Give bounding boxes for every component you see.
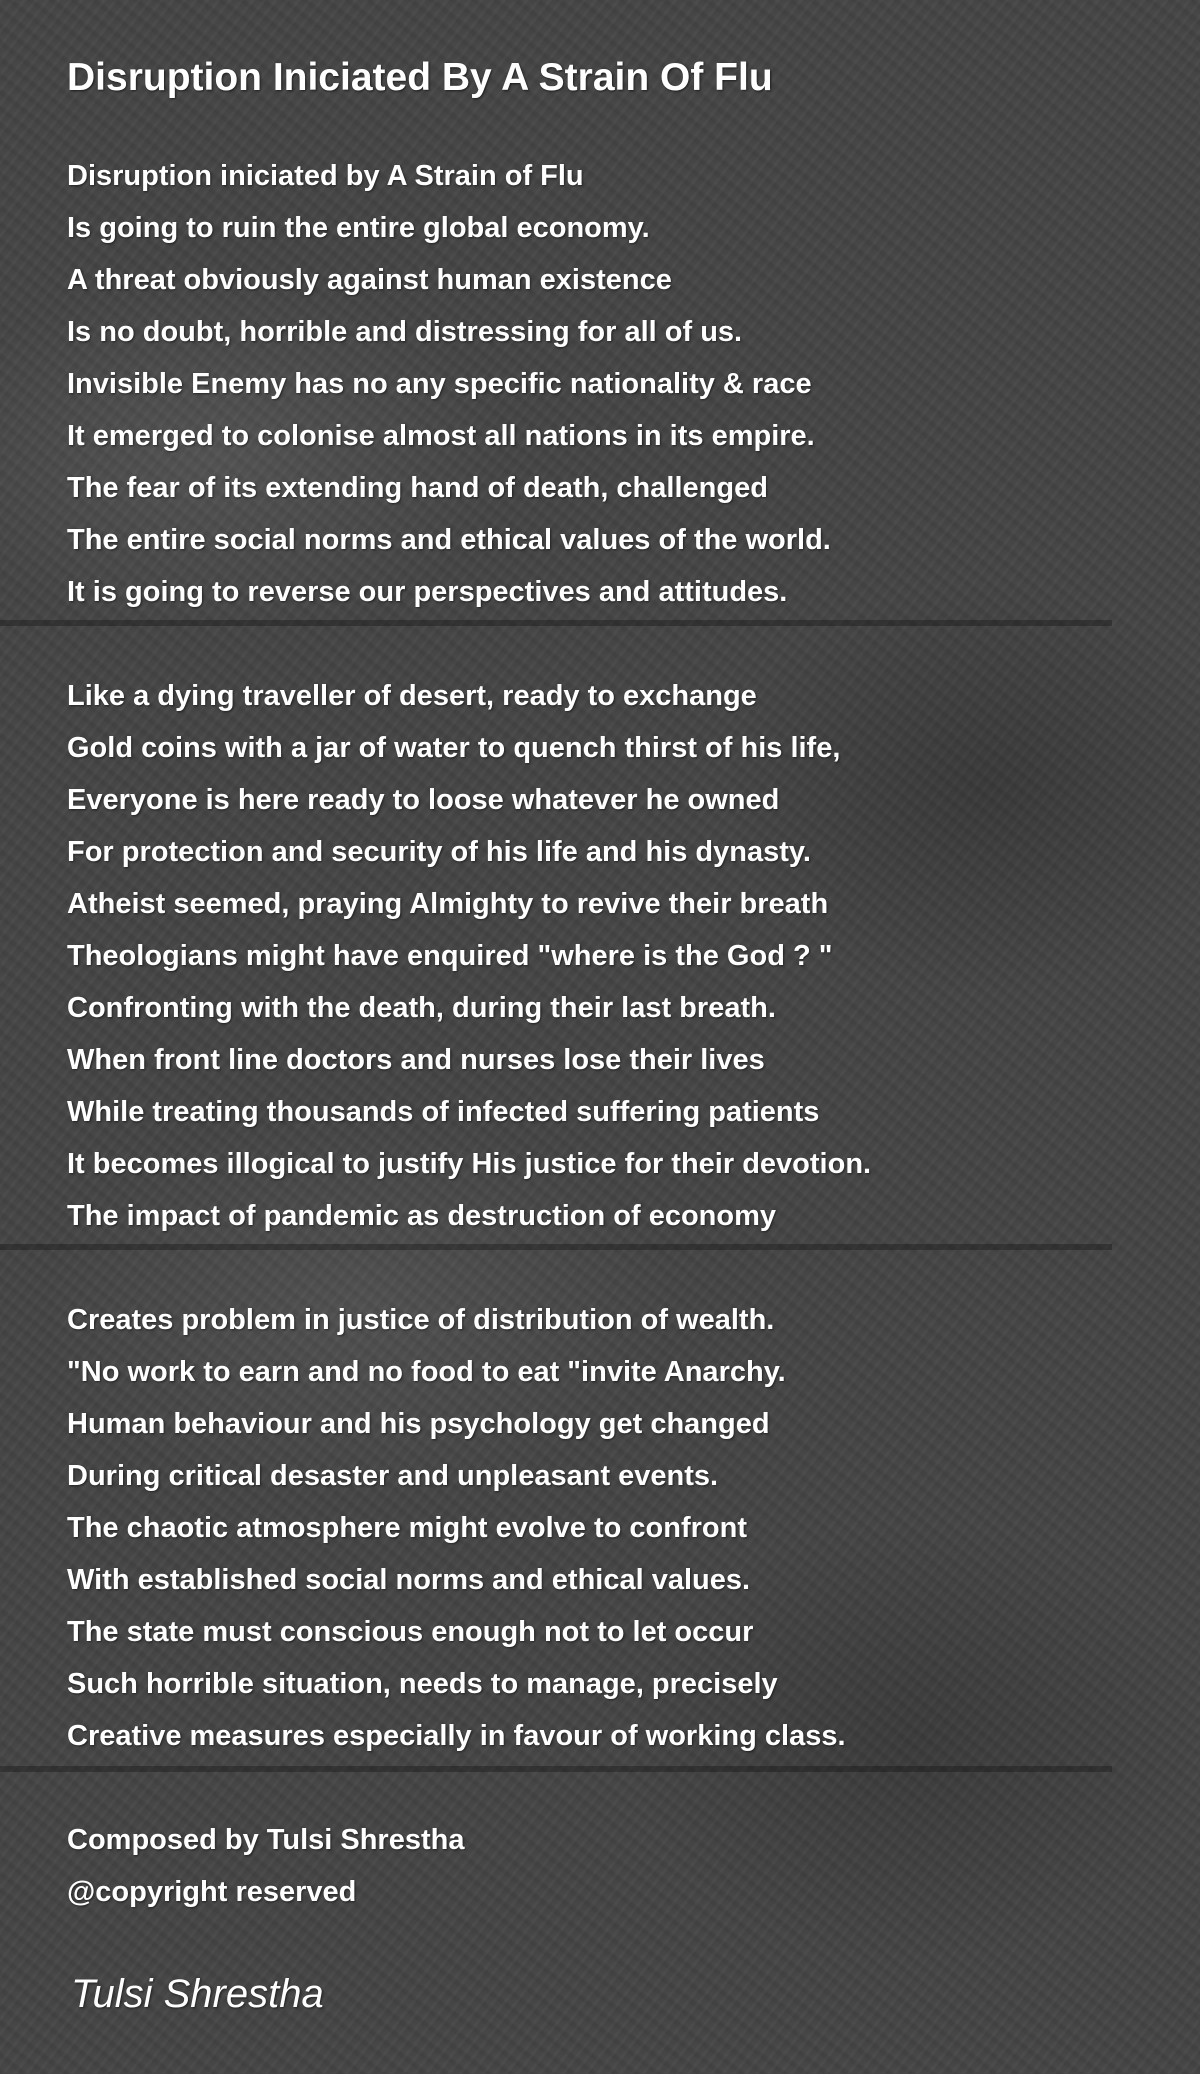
author-signature: Tulsi Shrestha [71, 1972, 324, 2016]
poem-line: Invisible Enemy has no any specific nationality & race [67, 368, 812, 400]
composed-by-line: Composed by Tulsi Shrestha [67, 1824, 465, 1856]
poem-line: The fear of its extending hand of death, challenged [67, 472, 768, 504]
poem-line: Creates problem in justice of distribution of wealth. [67, 1304, 775, 1336]
poem-line: Everyone is here ready to loose whatever he owned [67, 784, 780, 816]
poem-line: With established social norms and ethical values. [67, 1564, 751, 1596]
poem-line: Creative measures especially in favour of working class. [67, 1720, 846, 1752]
poem-line: A threat obviously against human existence [67, 264, 672, 296]
stanza-2 [67, 670, 1147, 1242]
stanza-1 [67, 150, 1147, 618]
poem-line: Atheist seemed, praying Almighty to revive their breath [67, 888, 829, 920]
poem-container [67, 50, 1147, 1918]
copyright-line: @copyright reserved [67, 1876, 357, 1908]
poem-line: For protection and security of his life and his dynasty. [67, 836, 811, 868]
poem-line: The entire social norms and ethical values of the world. [67, 524, 831, 556]
poem-line: During critical desaster and unpleasant events. [67, 1460, 719, 1492]
poem-line: Is no doubt, horrible and distressing for all of us. [67, 316, 743, 348]
stanza-3 [67, 1294, 1147, 1762]
poem-line: The state must conscious enough not to let occur [67, 1616, 754, 1648]
poem-line: It becomes illogical to justify His justice for their devotion. [67, 1148, 872, 1180]
poem-line: Confronting with the death, during their last breath. [67, 992, 776, 1024]
poem-title: Disruption Iniciated By A Strain Of Flu [67, 56, 773, 99]
poem-line: Such horrible situation, needs to manage, precisely [67, 1668, 778, 1700]
poem-line: While treating thousands of infected suffering patients [67, 1096, 820, 1128]
poem-line: Human behaviour and his psychology get changed [67, 1408, 770, 1440]
poem-line: Like a dying traveller of desert, ready to exchange [67, 680, 757, 712]
poem-line: It is going to reverse our perspectives and attitudes. [67, 576, 788, 608]
poem-line: Gold coins with a jar of water to quench thirst of his life, [67, 732, 841, 764]
poem-line: The chaotic atmosphere might evolve to confront [67, 1512, 747, 1544]
poem-line: "No work to earn and no food to eat "invite Anarchy. [67, 1356, 786, 1388]
poem-line: Theologians might have enquired "where is the God ? " [67, 940, 833, 972]
credits-stanza [67, 1814, 1147, 1918]
poem-line: It emerged to colonise almost all nations in its empire. [67, 420, 815, 452]
poem-line: When front line doctors and nurses lose their lives [67, 1044, 765, 1076]
poem-line: Disruption iniciated by A Strain of Flu [67, 160, 584, 192]
poem-line: Is going to ruin the entire global economy. [67, 212, 650, 244]
poem-line: The impact of pandemic as destruction of economy [67, 1200, 777, 1232]
